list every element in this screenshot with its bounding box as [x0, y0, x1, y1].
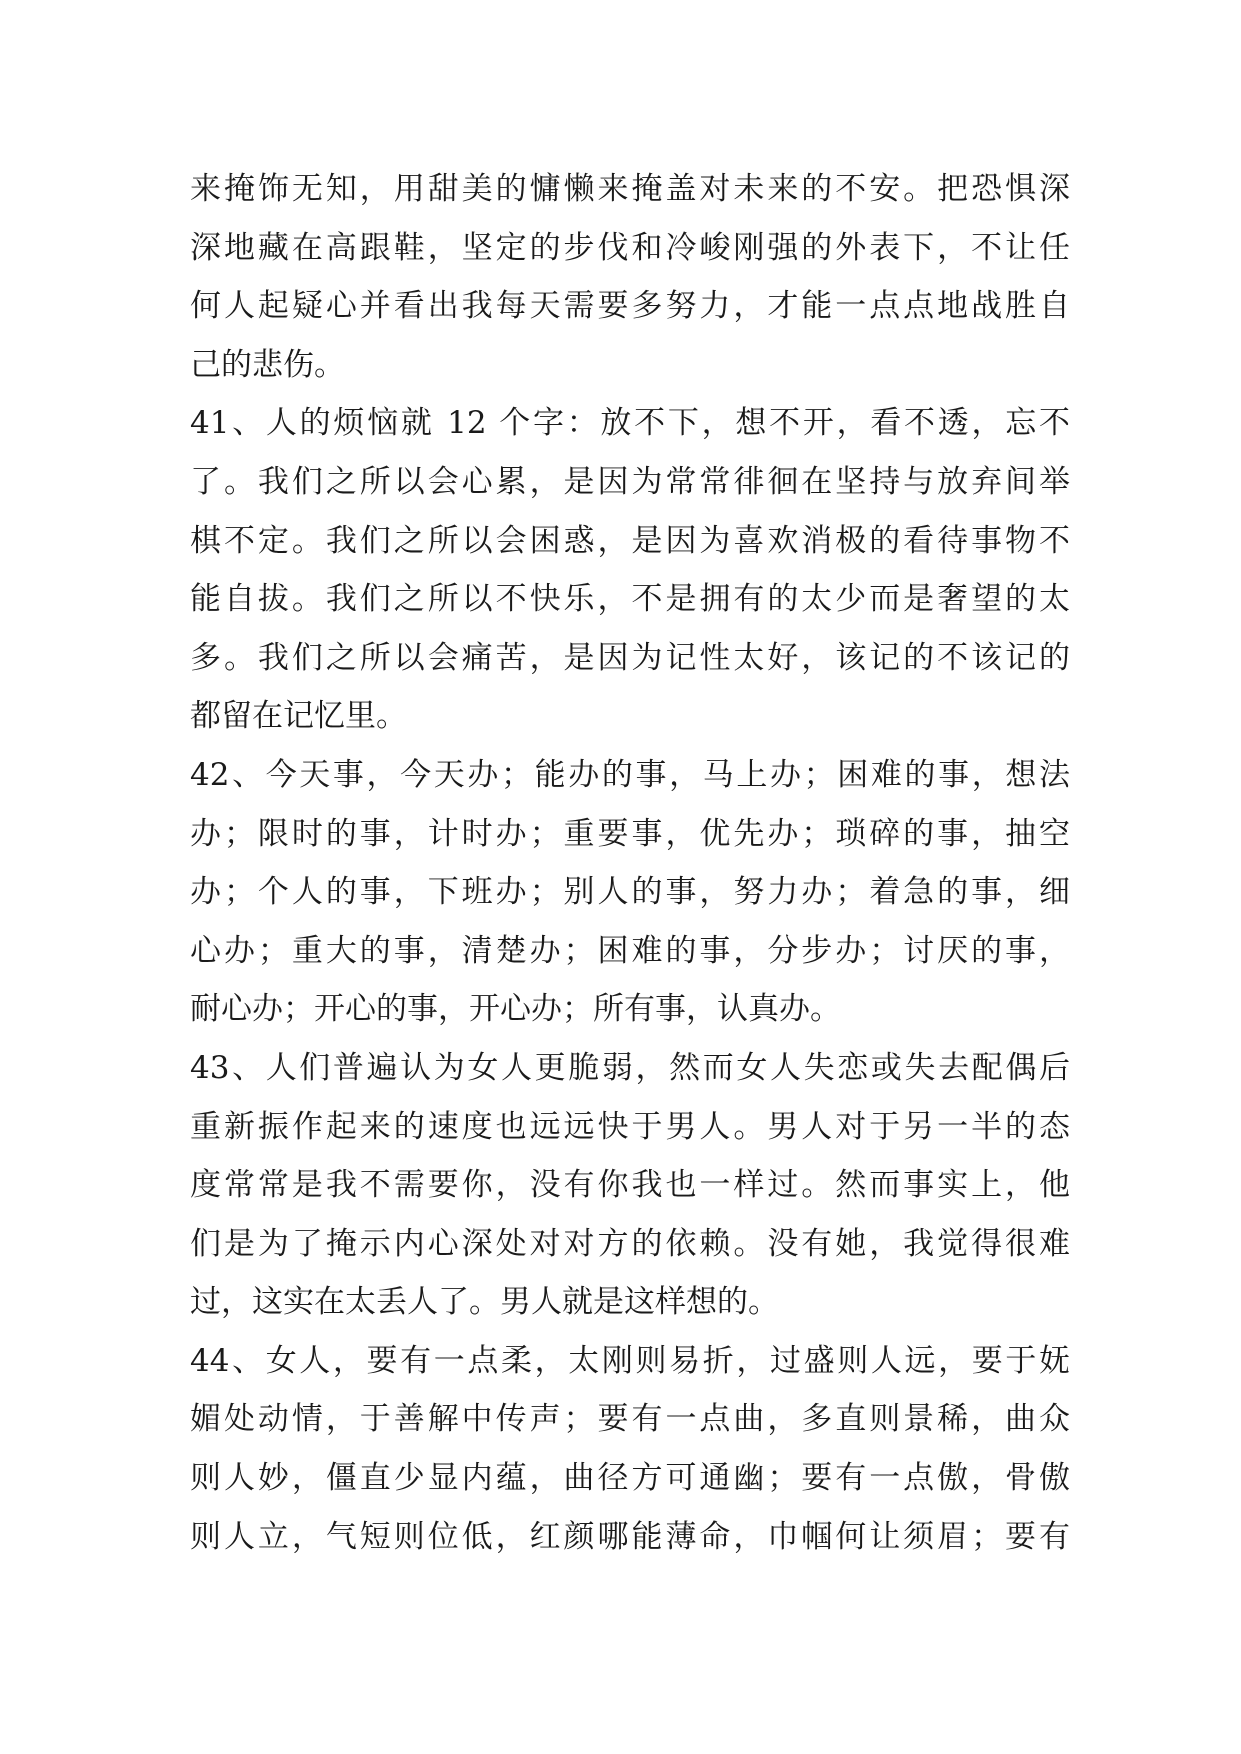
text-line: 重新振作起来的速度也远远快于男人。男人对于另一半的态 [190, 1108, 1070, 1145]
text-line: 44、女人，要有一点柔，太刚则易折，过盛则人远，要于妩 [190, 1342, 1070, 1379]
text-line: 43、人们普遍认为女人更脆弱，然而女人失恋或失去配偶后 [190, 1049, 1070, 1086]
text-line: 了。我们之所以会心累，是因为常常徘徊在坚持与放弃间举 [190, 463, 1070, 500]
text-line: 41、人的烦恼就 12 个字：放不下，想不开，看不透，忘不 [190, 405, 1070, 442]
text-line: 耐心办；开心的事，开心办；所有事，认真办。 [190, 991, 841, 1028]
text-line: 则人立，气短则位低，红颜哪能薄命，巾帼何让须眉；要有 [190, 1518, 1070, 1555]
text-line: 媚处动情，于善解中传声；要有一点曲，多直则景稀，曲众 [190, 1401, 1070, 1438]
body-text [190, 160, 1070, 1566]
text-line: 42、今天事，今天办；能办的事，马上办；困难的事，想法 [190, 756, 1070, 793]
text-line: 们是为了掩示内心深处对对方的依赖。没有她，我觉得很难 [190, 1225, 1070, 1262]
text-line: 何人起疑心并看出我每天需要多努力，才能一点点地战胜自 [190, 288, 1070, 325]
text-line: 办；个人的事，下班办；别人的事，努力办；着急的事，细 [190, 874, 1070, 911]
text-line: 过，这实在太丢人了。男人就是这样想的。 [190, 1284, 779, 1321]
text-line: 心办；重大的事，清楚办；困难的事，分步办；讨厌的事， [190, 932, 1070, 969]
text-line: 深地藏在高跟鞋，坚定的步伐和冷峻刚强的外表下，不让任 [190, 229, 1070, 266]
text-line: 来掩饰无知，用甜美的慵懒来掩盖对未来的不安。把恐惧深 [190, 171, 1070, 207]
text-line: 多。我们之所以会痛苦，是因为记性太好，该记的不该记的 [190, 639, 1070, 676]
text-line: 棋不定。我们之所以会困惑，是因为喜欢消极的看待事物不 [190, 522, 1070, 559]
text-line: 度常常是我不需要你，没有你我也一样过。然而事实上，他 [190, 1167, 1070, 1204]
text-line: 办；限时的事，计时办；重要事，优先办；琐碎的事，抽空 [190, 815, 1070, 852]
text-line: 己的悲伤。 [190, 346, 345, 383]
text-line: 能自拔。我们之所以不快乐，不是拥有的太少而是奢望的太 [190, 581, 1070, 618]
text-line: 都留在记忆里。 [190, 698, 407, 735]
text-line: 则人妙，僵直少显内蕴，曲径方可通幽；要有一点傲，骨傲 [190, 1460, 1070, 1497]
